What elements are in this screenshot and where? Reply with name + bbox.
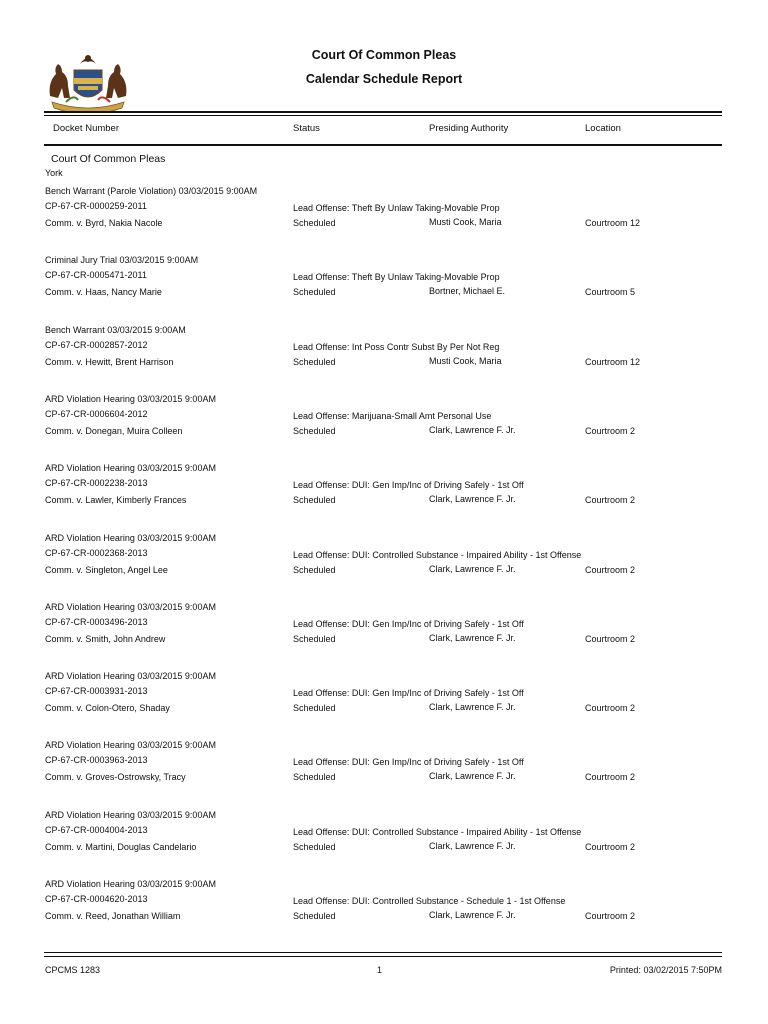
- footer-rule-1: [44, 952, 722, 953]
- calendar-entry: [0, 325, 768, 385]
- entry-event: ARD Violation Hearing 03/03/2015 9:00AM: [45, 879, 216, 889]
- entry-presiding-authority: Musti Cook, Maria: [429, 217, 502, 227]
- entry-lead-offense: Lead Offense: DUI: Gen Imp/Inc of Driving Safely - 1st Off: [293, 480, 524, 491]
- entry-event: ARD Violation Hearing 03/03/2015 9:00AM: [45, 393, 216, 404]
- entry-case-caption: Comm. v. Reed, Jonathan William: [45, 911, 181, 921]
- column-header-location: Location: [585, 123, 621, 134]
- entry-case-caption: Comm. v. Singleton, Angel Lee: [45, 564, 168, 575]
- entry-docket-number: CP-67-CR-0004620-2013: [45, 894, 148, 904]
- entry-status: Scheduled: [293, 703, 336, 714]
- footer-page-number: 1: [377, 965, 383, 975]
- entry-location: Courtroom 12: [585, 356, 641, 367]
- calendar-entry: [0, 463, 768, 523]
- entry-lead-offense: Lead Offense: DUI: Gen Imp/Inc of Driving Safely - 1st Off: [293, 757, 524, 768]
- entry-event: ARD Violation Hearing 03/03/2015 9:00AM: [45, 671, 216, 682]
- entry-presiding-authority: Musti Cook, Maria: [429, 355, 502, 366]
- footer-form-id: CPCMS 1283: [45, 965, 101, 975]
- entry-docket-number: CP-67-CR-0005471-2011: [45, 270, 147, 281]
- report-court-title: Court Of Common Pleas: [311, 48, 457, 62]
- entry-lead-offense: Lead Offense: DUI: Gen Imp/Inc of Driving Safely - 1st Off: [293, 688, 524, 699]
- entry-docket-number: CP-67-CR-0003931-2013: [45, 686, 148, 697]
- entry-location: Courtroom 2: [585, 633, 636, 644]
- entry-case-caption: Comm. v. Martini, Douglas Candelario: [45, 841, 197, 852]
- entry-case-caption: Comm. v. Colon-Otero, Shaday: [45, 703, 170, 714]
- entry-status: Scheduled: [293, 356, 336, 367]
- entry-location: Courtroom 2: [585, 425, 636, 436]
- entry-location: Courtroom 2: [585, 841, 636, 852]
- calendar-entry: [0, 740, 768, 800]
- entry-location: Courtroom 5: [585, 287, 636, 298]
- entry-lead-offense: Lead Offense: Marijuana-Small Amt Personal Use: [293, 410, 492, 421]
- entry-lead-offense: Lead Offense: DUI: Gen Imp/Inc of Driving Safely - 1st Off: [293, 618, 524, 629]
- entry-presiding-authority: Clark, Lawrence F. Jr.: [429, 632, 516, 643]
- entry-presiding-authority: Clark, Lawrence F. Jr.: [429, 424, 516, 435]
- header-rule-top-2: [44, 115, 722, 116]
- entry-lead-offense: Lead Offense: DUI: Controlled Substance - Impaired Ability - 1st Offense: [293, 549, 582, 560]
- calendar-entry: [0, 394, 768, 454]
- entry-status: Scheduled: [293, 287, 336, 298]
- column-header-docket: Docket Number: [53, 123, 119, 134]
- column-header-authority: Presiding Authority: [429, 123, 509, 134]
- calendar-entry: [0, 602, 768, 662]
- header-rule-top: [44, 111, 722, 113]
- entry-presiding-authority: Clark, Lawrence F. Jr.: [429, 840, 516, 851]
- entry-case-caption: Comm. v. Hewitt, Brent Harrison: [45, 356, 174, 367]
- report-title: Calendar Schedule Report: [305, 72, 463, 86]
- entry-docket-number: CP-67-CR-0002368-2013: [45, 547, 148, 558]
- entry-event: Criminal Jury Trial 03/03/2015 9:00AM: [45, 255, 199, 266]
- entry-docket-number: CP-67-CR-0003496-2013: [45, 616, 148, 627]
- entry-lead-offense: Lead Offense: Theft By Unlaw Taking-Movable Prop: [293, 203, 500, 213]
- entry-location: Courtroom 2: [585, 772, 636, 783]
- entry-location: Courtroom 2: [585, 703, 636, 714]
- entry-location: Courtroom 2: [585, 564, 636, 575]
- column-header-status: Status: [293, 123, 320, 134]
- entry-presiding-authority: Clark, Lawrence F. Jr.: [429, 910, 516, 920]
- entry-presiding-authority: Clark, Lawrence F. Jr.: [429, 771, 516, 782]
- entry-event: ARD Violation Hearing 03/03/2015 9:00AM: [45, 601, 216, 612]
- entry-event: ARD Violation Hearing 03/03/2015 9:00AM: [45, 740, 216, 751]
- entry-status: Scheduled: [293, 772, 336, 783]
- entry-docket-number: CP-67-CR-0004004-2013: [45, 824, 148, 835]
- entry-event: Bench Warrant 03/03/2015 9:00AM: [45, 324, 186, 335]
- entry-event: ARD Violation Hearing 03/03/2015 9:00AM: [45, 532, 216, 543]
- entry-status: Scheduled: [293, 564, 336, 575]
- calendar-entry: [0, 671, 768, 731]
- section-county: York: [45, 168, 63, 178]
- entry-case-caption: Comm. v. Groves-Ostrowsky, Tracy: [45, 772, 186, 783]
- entry-status: Scheduled: [293, 633, 336, 644]
- entry-event: ARD Violation Hearing 03/03/2015 9:00AM: [45, 463, 216, 474]
- entry-presiding-authority: Clark, Lawrence F. Jr.: [429, 702, 516, 713]
- entry-event: ARD Violation Hearing 03/03/2015 9:00AM: [45, 809, 216, 820]
- entry-lead-offense: Lead Offense: Theft By Unlaw Taking-Movable Prop: [293, 272, 500, 283]
- entry-status: Scheduled: [293, 841, 336, 852]
- calendar-entry: [0, 533, 768, 593]
- section-court-name: Court Of Common Pleas: [51, 153, 166, 165]
- entry-lead-offense: Lead Offense: DUI: Controlled Substance - Schedule 1 - 1st Offense: [293, 896, 566, 906]
- entry-docket-number: CP-67-CR-0003963-2013: [45, 755, 148, 766]
- calendar-entry: [0, 255, 768, 315]
- entry-location: Courtroom 2: [585, 911, 636, 921]
- entry-case-caption: Comm. v. Smith, John Andrew: [45, 633, 166, 644]
- calendar-entry: [0, 879, 768, 939]
- entry-lead-offense: Lead Offense: Int Poss Contr Subst By Per Not Reg: [293, 341, 500, 352]
- entry-case-caption: Comm. v. Lawler, Kimberly Frances: [45, 495, 187, 506]
- entry-presiding-authority: Bortner, Michael E.: [429, 286, 506, 297]
- entry-status: Scheduled: [293, 425, 336, 436]
- entry-case-caption: Comm. v. Byrd, Nakia Nacole: [45, 218, 163, 228]
- entry-docket-number: CP-67-CR-0006604-2012: [45, 408, 148, 419]
- entry-lead-offense: Lead Offense: DUI: Controlled Substance - Impaired Ability - 1st Offense: [293, 826, 582, 837]
- entry-case-caption: Comm. v. Haas, Nancy Marie: [45, 287, 162, 298]
- entry-presiding-authority: Clark, Lawrence F. Jr.: [429, 563, 516, 574]
- calendar-entry: [0, 810, 768, 870]
- entry-case-caption: Comm. v. Donegan, Muira Colleen: [45, 425, 183, 436]
- entry-location: Courtroom 2: [585, 495, 636, 506]
- entry-location: Courtroom 12: [585, 218, 641, 228]
- entry-status: Scheduled: [293, 495, 336, 506]
- footer-rule-2: [44, 956, 722, 957]
- entry-event: Bench Warrant (Parole Violation) 03/03/2015 9:00AM: [45, 186, 258, 196]
- entry-status: Scheduled: [293, 218, 336, 228]
- calendar-entry: [0, 186, 768, 246]
- entry-docket-number: CP-67-CR-0000259-2011: [45, 201, 147, 211]
- entry-docket-number: CP-67-CR-0002238-2013: [45, 478, 148, 489]
- entry-status: Scheduled: [293, 911, 336, 921]
- column-header-rule: [44, 144, 722, 146]
- entry-docket-number: CP-67-CR-0002857-2012: [45, 339, 148, 350]
- entry-presiding-authority: Clark, Lawrence F. Jr.: [429, 494, 516, 505]
- footer-printed: Printed: 03/02/2015 7:50PM: [609, 965, 722, 975]
